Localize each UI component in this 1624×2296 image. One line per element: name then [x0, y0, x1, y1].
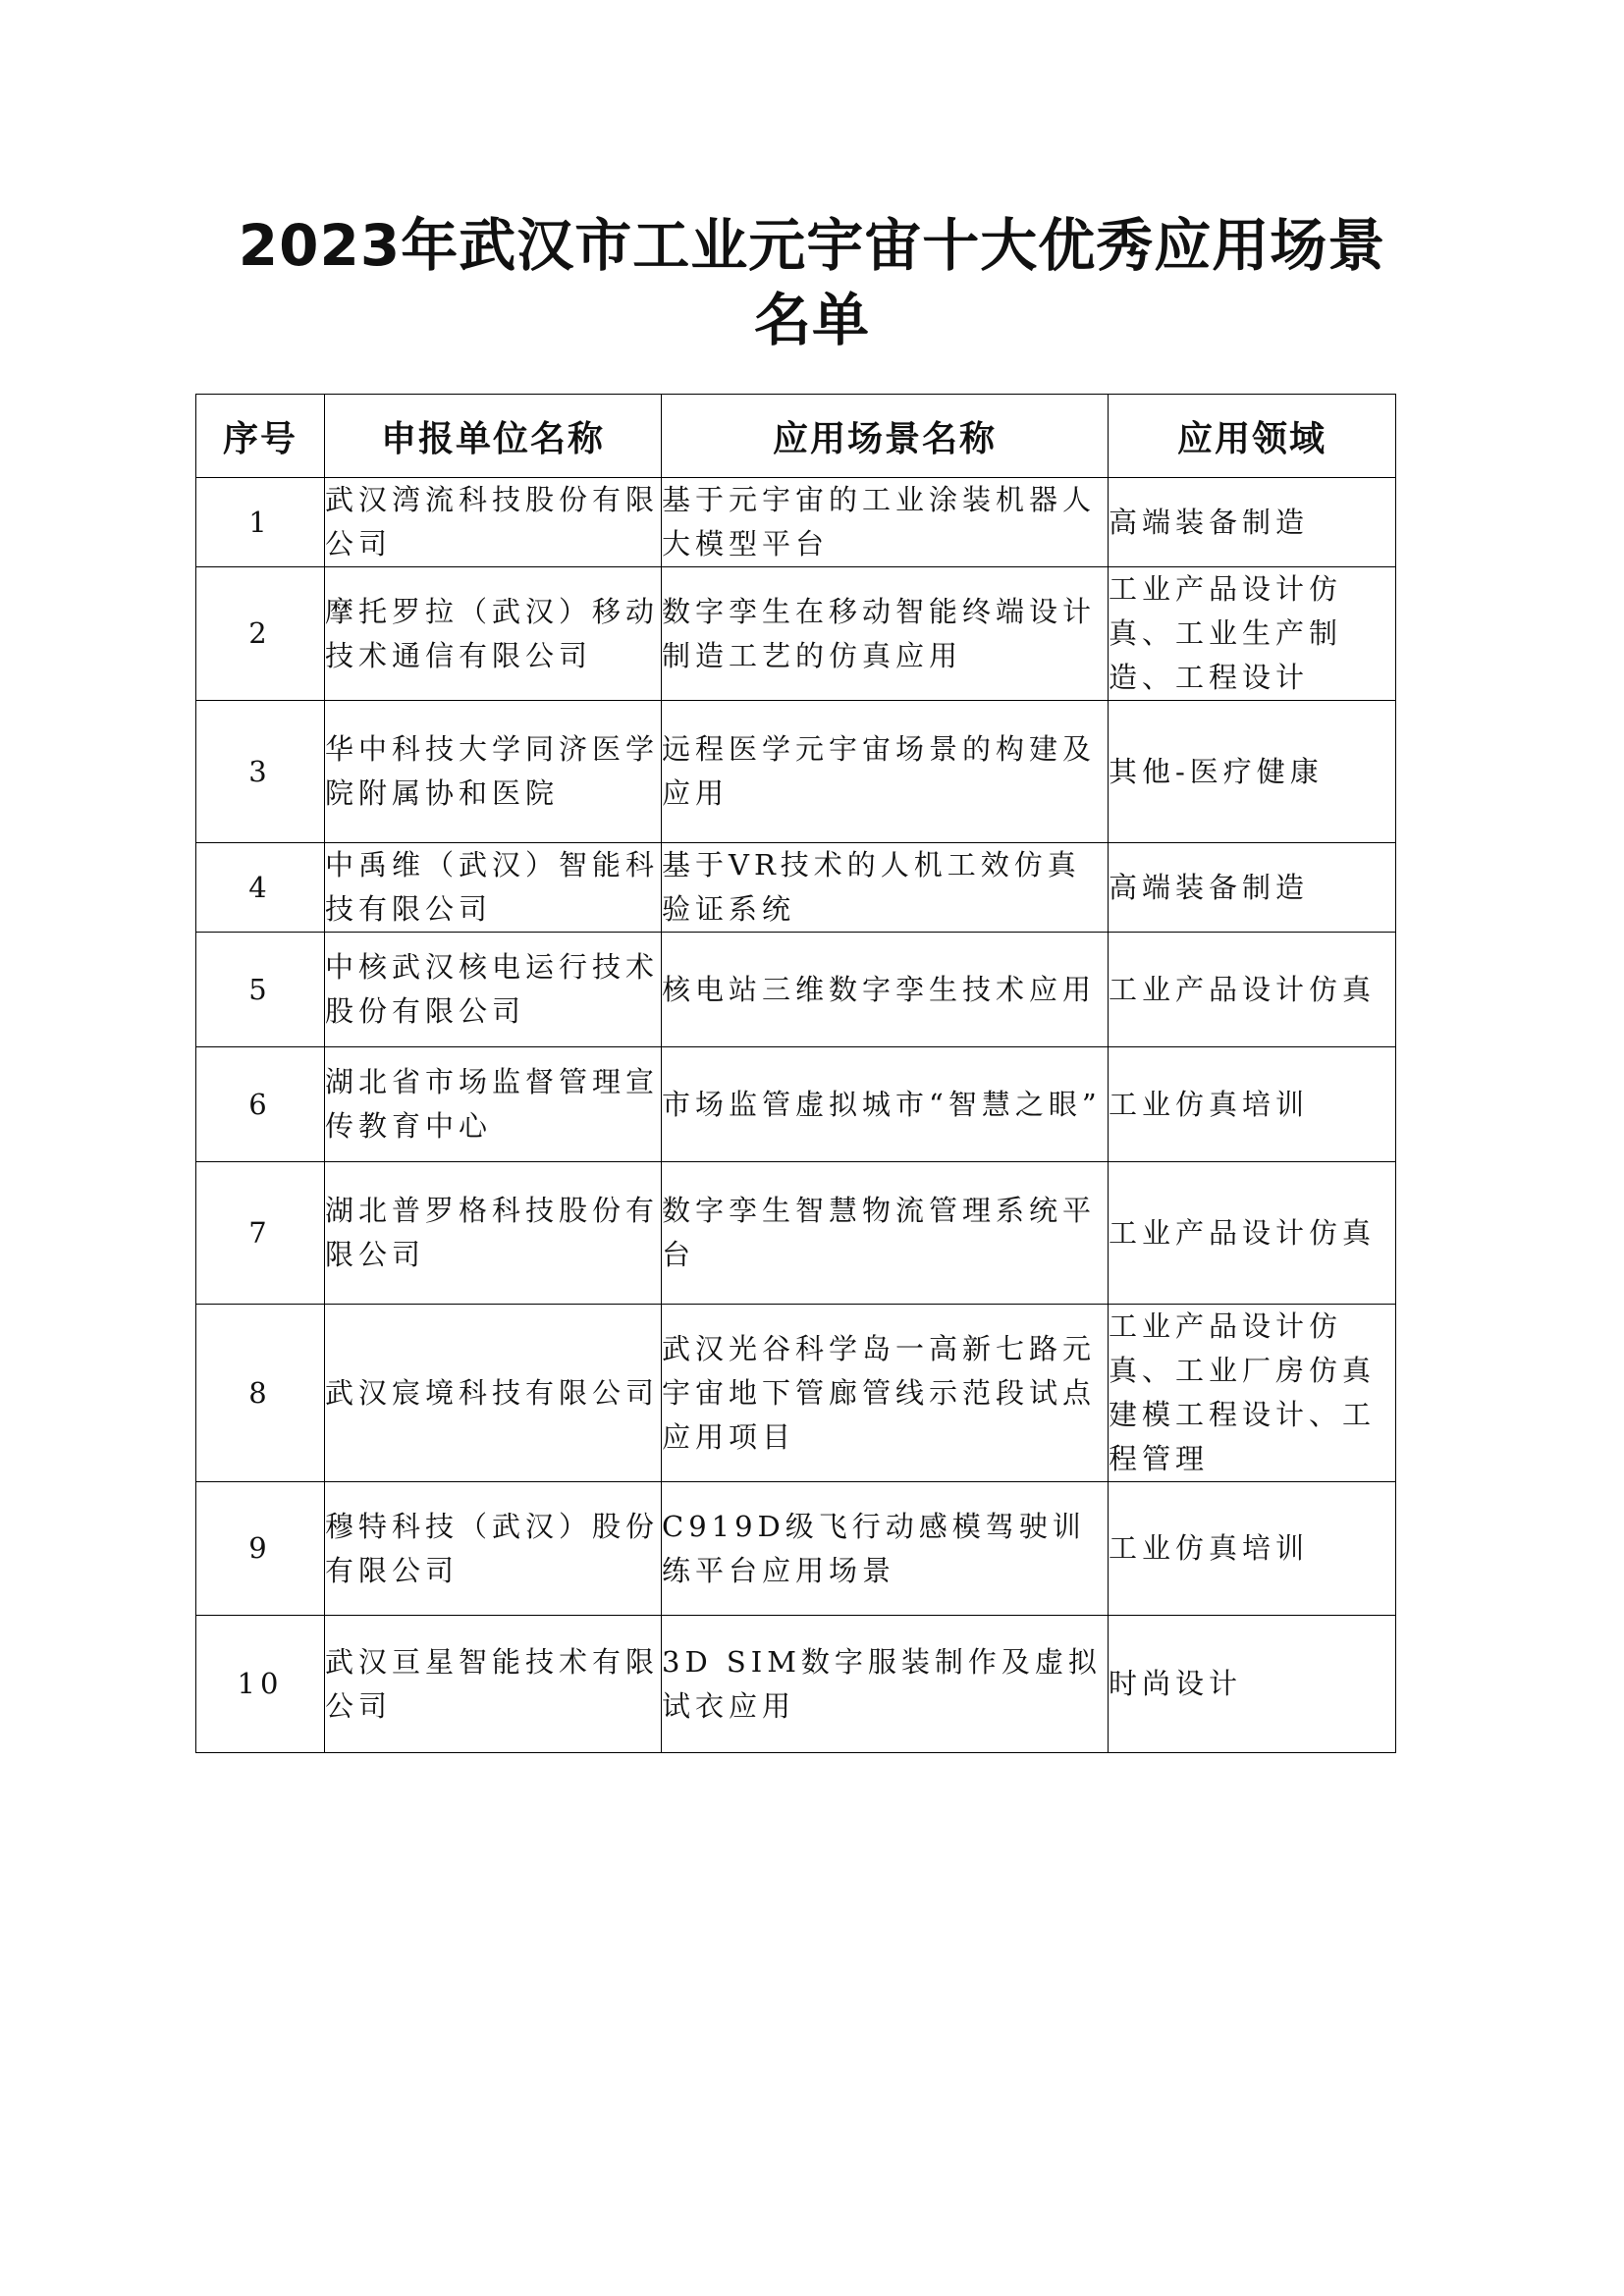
row-scene: 武汉光谷科学岛一高新七路元宇宙地下管廊管线示范段试点应用项目 — [662, 1305, 1109, 1482]
row-scene: 数字孪生智慧物流管理系统平台 — [662, 1162, 1109, 1305]
table-row — [196, 1482, 1396, 1616]
row-field: 其他-医疗健康 — [1109, 701, 1396, 843]
row-field: 工业产品设计仿真、工业厂房仿真建模工程设计、工程管理 — [1109, 1305, 1396, 1482]
table-row — [196, 1305, 1396, 1482]
row-unit: 武汉宸境科技有限公司 — [325, 1305, 662, 1482]
header-unit: 申报单位名称 — [325, 395, 662, 478]
row-unit: 摩托罗拉（武汉）移动技术通信有限公司 — [325, 567, 662, 701]
table-row — [196, 567, 1396, 701]
row-field: 工业产品设计仿真 — [1109, 933, 1396, 1047]
title-line-1: 2023年武汉市工业元宇宙十大优秀应用场景 — [238, 212, 1386, 279]
row-field: 时尚设计 — [1109, 1616, 1396, 1753]
row-field: 高端装备制造 — [1109, 478, 1396, 567]
table-row — [196, 843, 1396, 933]
row-scene: 远程医学元宇宙场景的构建及应用 — [662, 701, 1109, 843]
row-field: 工业产品设计仿真、工业生产制造、工程设计 — [1109, 567, 1396, 701]
row-index: 1 — [196, 478, 325, 567]
table-header-row — [196, 395, 1396, 478]
row-unit: 武汉湾流科技股份有限公司 — [325, 478, 662, 567]
table-row — [196, 1162, 1396, 1305]
table-row — [196, 701, 1396, 843]
row-unit: 中禹维（武汉）智能科技有限公司 — [325, 843, 662, 933]
title-line-2: 名单 — [753, 287, 870, 353]
row-index: 8 — [196, 1305, 325, 1482]
header-scene: 应用场景名称 — [662, 395, 1109, 478]
table-row — [196, 1616, 1396, 1753]
row-scene: 基于VR技术的人机工效仿真验证系统 — [662, 843, 1109, 933]
table-row — [196, 478, 1396, 567]
row-index: 5 — [196, 933, 325, 1047]
row-unit: 武汉亘星智能技术有限公司 — [325, 1616, 662, 1753]
table-row — [196, 933, 1396, 1047]
row-unit: 湖北普罗格科技股份有限公司 — [325, 1162, 662, 1305]
row-unit: 湖北省市场监督管理宣传教育中心 — [325, 1047, 662, 1162]
row-unit: 穆特科技（武汉）股份有限公司 — [325, 1482, 662, 1616]
document-title — [196, 208, 1428, 357]
award-list-table — [195, 394, 1396, 1753]
row-index: 3 — [196, 701, 325, 843]
row-scene: 核电站三维数字孪生技术应用 — [662, 933, 1109, 1047]
row-index: 2 — [196, 567, 325, 701]
header-index: 序号 — [196, 395, 325, 478]
row-scene: C919D级飞行动感模驾驶训练平台应用场景 — [662, 1482, 1109, 1616]
row-scene: 基于元宇宙的工业涂装机器人大模型平台 — [662, 478, 1109, 567]
row-scene: 3D SIM数字服装制作及虚拟试衣应用 — [662, 1616, 1109, 1753]
row-index: 10 — [196, 1616, 325, 1753]
row-scene: 市场监管虚拟城市“智慧之眼” — [662, 1047, 1109, 1162]
row-unit: 华中科技大学同济医学院附属协和医院 — [325, 701, 662, 843]
header-field: 应用领域 — [1109, 395, 1396, 478]
table-row — [196, 1047, 1396, 1162]
row-field: 工业仿真培训 — [1109, 1482, 1396, 1616]
row-index: 9 — [196, 1482, 325, 1616]
row-index: 4 — [196, 843, 325, 933]
row-index: 6 — [196, 1047, 325, 1162]
row-index: 7 — [196, 1162, 325, 1305]
row-field: 工业产品设计仿真 — [1109, 1162, 1396, 1305]
row-scene: 数字孪生在移动智能终端设计制造工艺的仿真应用 — [662, 567, 1109, 701]
row-unit: 中核武汉核电运行技术股份有限公司 — [325, 933, 662, 1047]
row-field: 高端装备制造 — [1109, 843, 1396, 933]
row-field: 工业仿真培训 — [1109, 1047, 1396, 1162]
